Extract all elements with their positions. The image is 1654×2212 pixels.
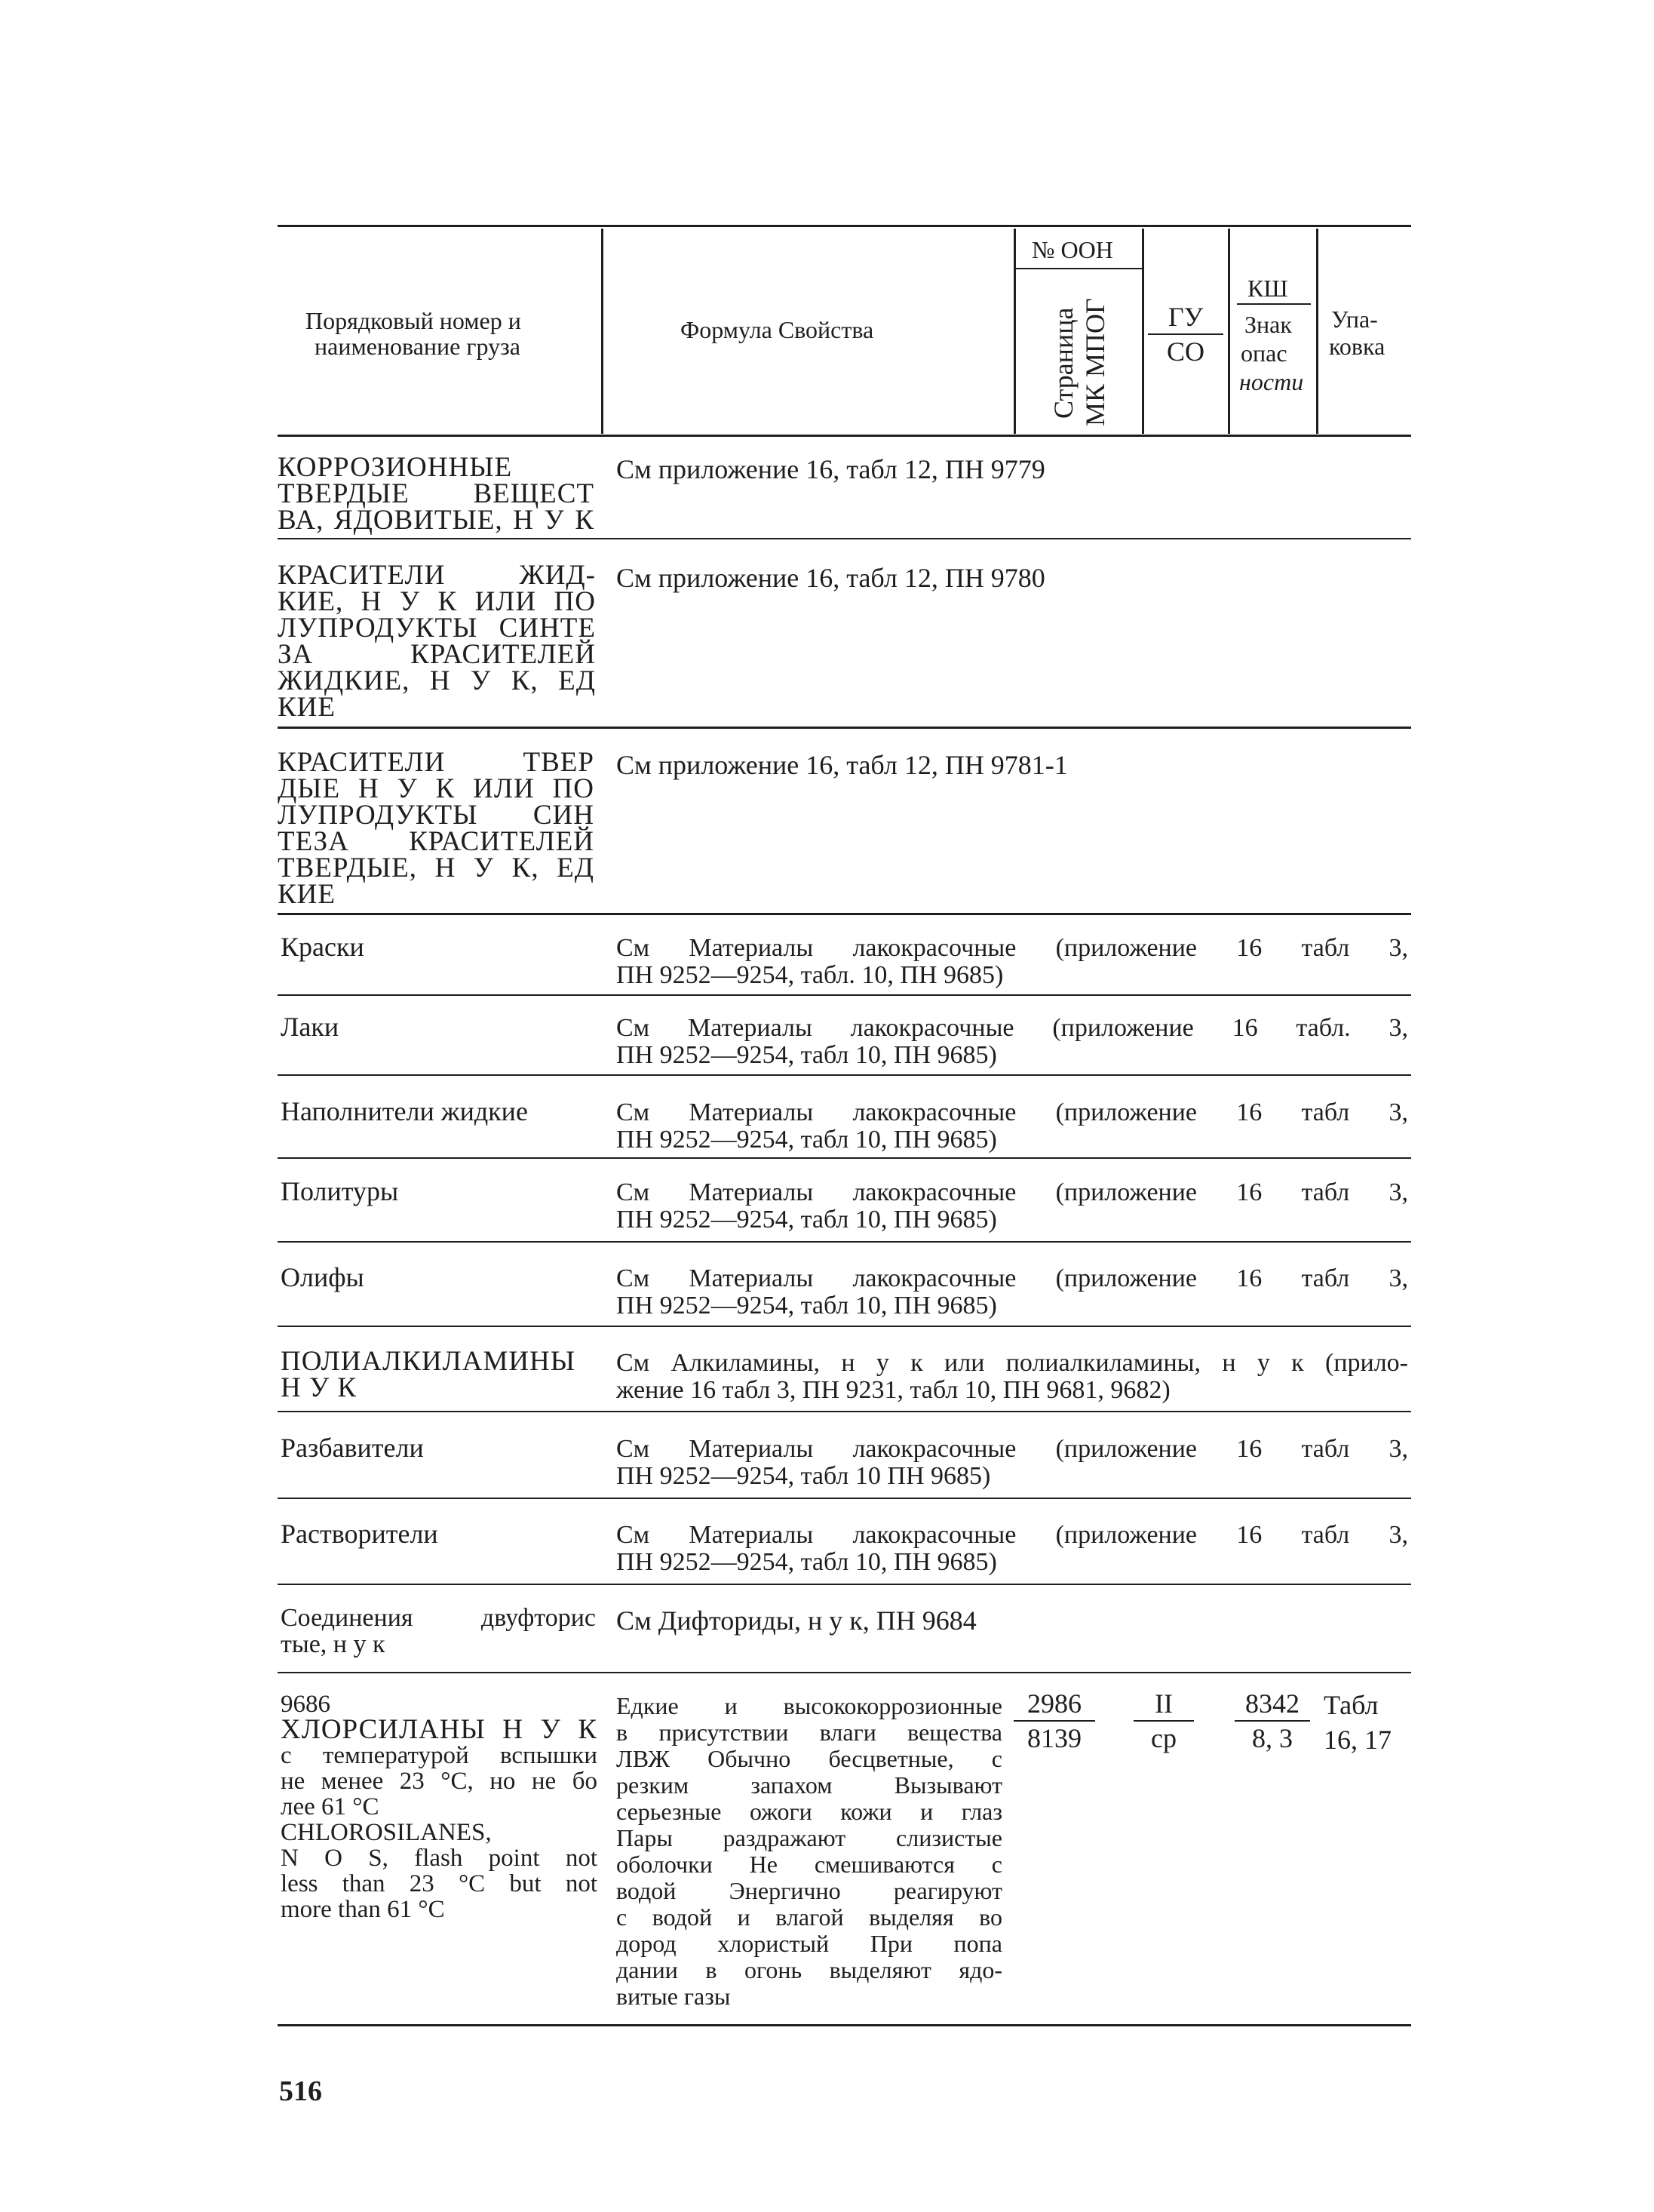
header-co: СО xyxy=(1166,336,1204,367)
row-5-name: Лаки xyxy=(281,1012,339,1042)
row-13-co: ср xyxy=(1151,1723,1177,1753)
row-6-rule xyxy=(278,1157,1411,1159)
row-13-un: 2986 xyxy=(1027,1688,1082,1719)
row-1-name: КОРРОЗИОННЫЕ ТВЕРДЫЕ ВЕЩЕСТ ВА, ЯДОВИТЫЕ, Н У К xyxy=(278,452,594,536)
row-13-pack-2: 16, 17 xyxy=(1324,1725,1392,1755)
row-8-rule xyxy=(278,1326,1411,1327)
row-13-gu: II xyxy=(1155,1688,1173,1719)
row-3-rule xyxy=(278,913,1411,915)
header-ksh-underline xyxy=(1237,303,1311,305)
row-13-desc: Едкие и высококоррозионные в присутствии влаги вещества ЛВЖ Обычно бесцветные, с резким запахом Вызывают серьезные ожоги кожи и глаз Пары раздражают слизистые оболочки Не смешиваются с водой Энергично реагируют с водой и влагой выделяя во дород хлористый При попа дании в огонь выделяют ядо- витые газы xyxy=(616,1692,1002,2010)
header-pack-line-1: Упа- xyxy=(1331,306,1378,333)
row-7-desc: См Материалы лакокрасочные (приложение 16 табл 3, ПН 9252—9254, табл 10, ПН 9685) xyxy=(616,1178,1408,1233)
row-2-rule xyxy=(278,727,1411,729)
row-5-rule xyxy=(278,1074,1411,1076)
header-formula: Формула Свойства xyxy=(680,316,874,343)
row-3-desc: См приложение 16, табл 12, ПН 9781-1 xyxy=(616,750,1068,780)
header-col-sep-3 xyxy=(1142,229,1144,434)
row-8-name: Олифы xyxy=(281,1262,364,1292)
row-6-name: Наполнители жидкие xyxy=(281,1096,528,1126)
header-bottom-rule xyxy=(278,435,1411,437)
row-13-page: 8139 xyxy=(1027,1723,1082,1753)
header-un-underline xyxy=(1015,268,1143,269)
header-ksh: КШ xyxy=(1247,275,1288,302)
row-6-desc: См Материалы лакокрасочные (приложение 16 табл 3, ПН 9252—9254, табл 10, ПН 9685) xyxy=(616,1098,1408,1154)
header-name-line-1: Порядковый номер и xyxy=(305,307,521,334)
header-col-sep-4 xyxy=(1228,229,1230,434)
row-9-name: ПОЛИАЛКИЛАМИНЫ Н У К xyxy=(281,1346,576,1403)
header-sign-line-1: Знак xyxy=(1244,311,1292,338)
row-13-gu-co xyxy=(1134,1690,1194,1752)
header-sign-line-3: ности xyxy=(1239,368,1304,395)
row-11-rule xyxy=(278,1584,1411,1585)
row-10-desc: См Материалы лакокрасочные (приложение 16 табл 3, ПН 9252—9254, табл 10 ПН 9685) xyxy=(616,1435,1408,1490)
row-9-desc: См Алкиламины, н у к или полиалкиламины, н у к (прило- жение 16 табл 3, ПН 9231, табл 10, ПН 9681, 9682) xyxy=(616,1349,1408,1404)
row-12-rule xyxy=(278,1672,1411,1673)
header-name-line-2: наименование груза xyxy=(315,333,520,360)
row-13-pack-1: Табл xyxy=(1324,1690,1379,1720)
row-10-rule xyxy=(278,1498,1411,1499)
row-13-un-page xyxy=(1014,1690,1095,1752)
row-9-rule xyxy=(278,1411,1411,1412)
table-bottom-rule xyxy=(278,2024,1411,2026)
header-col-sep-5 xyxy=(1316,229,1318,434)
page-number: 516 xyxy=(279,2075,322,2107)
header-sign-line-2: опас xyxy=(1241,339,1287,367)
row-11-name: Растворители xyxy=(281,1519,438,1549)
row-4-name: Краски xyxy=(281,932,364,962)
row-5-desc: См Материалы лакокрасочные (приложение 16 табл. 3, ПН 9252—9254, табл 10, ПН 9685) xyxy=(616,1014,1408,1069)
header-col-sep-1 xyxy=(601,229,603,434)
row-2-desc: См приложение 16, табл 12, ПН 9780 xyxy=(616,563,1045,593)
row-13-ksh: 8342 xyxy=(1245,1688,1300,1719)
header-gu-co xyxy=(1148,303,1223,365)
header-col-sep-2 xyxy=(1014,229,1016,434)
row-1-rule xyxy=(278,538,1411,539)
header-page-line-2: МК МПОГ xyxy=(1080,298,1110,426)
row-13-name: 9686 ХЛОРСИЛАНЫ Н У К с температурой вспышки не менее 23 °С, но не бо лее 61 °С CHLOROSILANES, N O S, flash point not less than 23 °C but not more than 61 °C xyxy=(281,1691,597,1923)
row-12-desc: См Дифториды, н у к, ПН 9684 xyxy=(616,1605,977,1636)
row-3-name: КРАСИТЕЛИ ТВЕР ДЫЕ Н У К ИЛИ ПО ЛУПРОДУКТЫ СИН ТЕЗА КРАСИТЕЛЕЙ ТВЕРДЫЕ, Н У К, ЕД КИЕ xyxy=(278,747,594,910)
header-pack-line-2: ковка xyxy=(1329,333,1385,360)
row-11-desc: См Материалы лакокрасочные (приложение 16 табл 3, ПН 9252—9254, табл 10, ПН 9685) xyxy=(616,1521,1408,1576)
row-2-name: КРАСИТЕЛИ ЖИД- КИЕ, Н У К ИЛИ ПО ЛУПРОДУКТЫ СИНТЕ ЗА КРАСИТЕЛЕЙ ЖИДКИЕ, Н У К, ЕД КИЕ xyxy=(278,560,596,723)
row-12-name: Соединения двуфторис тые, н у к xyxy=(281,1604,596,1658)
row-1-desc: См приложение 16, табл 12, ПН 9779 xyxy=(616,454,1045,484)
row-10-name: Разбавители xyxy=(281,1433,424,1463)
row-4-rule xyxy=(278,994,1411,996)
header-un-number: № ООН xyxy=(1032,236,1113,263)
row-7-rule xyxy=(278,1241,1411,1243)
row-8-desc: См Материалы лакокрасочные (приложение 16 табл 3, ПН 9252—9254, табл 10, ПН 9685) xyxy=(616,1264,1408,1320)
row-13-sign: 8, 3 xyxy=(1252,1723,1293,1753)
row-13-ksh-sign xyxy=(1235,1690,1310,1752)
table-top-rule xyxy=(278,225,1411,227)
header-gu: ГУ xyxy=(1168,302,1204,332)
row-4-desc: См Материалы лакокрасочные (приложение 16 табл 3, ПН 9252—9254, табл. 10, ПН 9685) xyxy=(616,934,1408,989)
header-page-line-1: Страница xyxy=(1048,307,1079,419)
row-7-name: Политуры xyxy=(281,1176,399,1206)
